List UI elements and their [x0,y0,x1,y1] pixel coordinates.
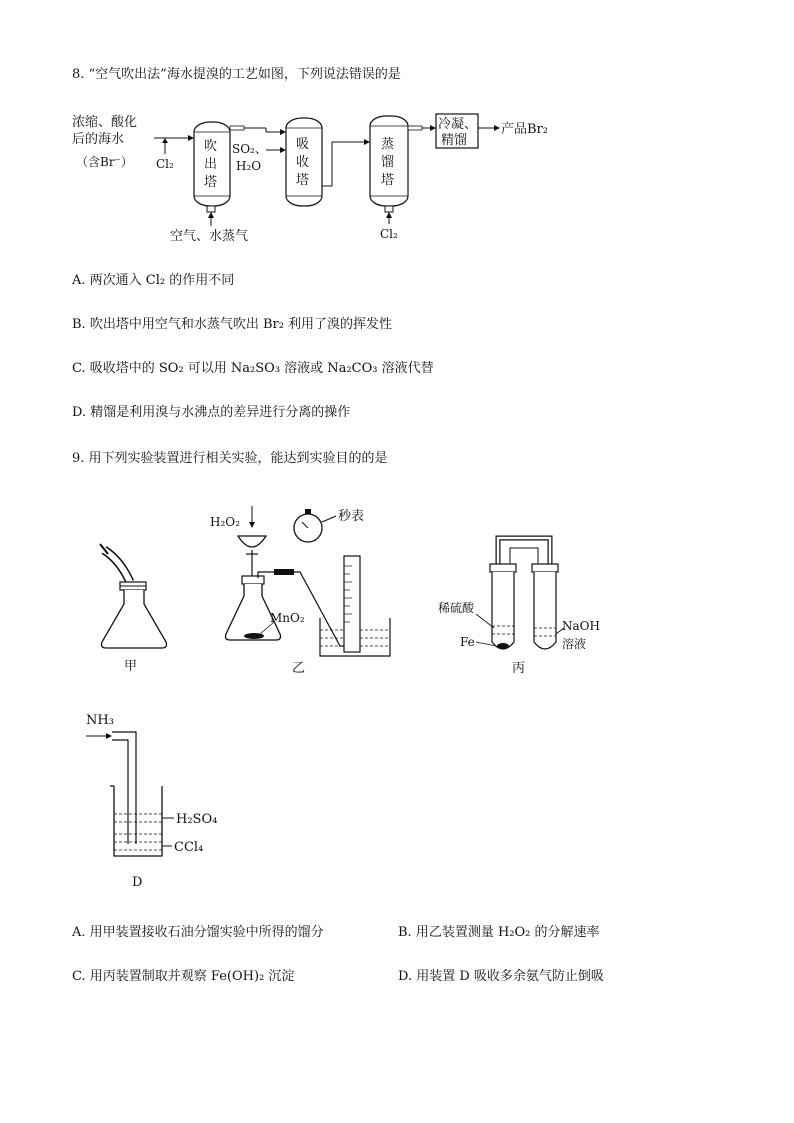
feed-arrowhead [188,135,194,141]
question-9-stem: 9. 用下列实验装置进行相关实验，能达到实验目的的是 [72,451,388,466]
tower1-char-1: 吹 [204,139,218,154]
naoh-label-2: 溶液 [562,637,587,651]
cl2-bottom-label: Cl₂ [380,227,398,241]
label-jia: 甲 [124,659,138,674]
question-8-stem: 8. “空气吹出法”海水提溴的工艺如图，下列说法错误的是 [72,67,401,82]
feed-label-2: 后的海水 [72,132,125,147]
cl2-in-label: Cl₂ [156,157,174,171]
label-yi: 乙 [292,661,306,676]
box-label-2: 精馏 [441,133,468,148]
measuring-cylinder [344,556,360,652]
bromine-process-diagram [70,108,570,248]
tower1-char-2: 出 [204,157,218,172]
product-label: 产品Br₂ [501,122,548,137]
h2o2-label: H₂O₂ [210,515,240,529]
q8-option-d: D. 精馏是利用溴与水沸点的差异进行分离的操作 [72,405,351,420]
apparatus-jia [90,530,180,680]
q8-option-c: C. 吸收塔中的 SO₂ 可以用 Na₂SO₃ 溶液或 Na₂CO₃ 溶液代替 [72,361,434,376]
q9-option-b: B. 用乙装置测量 H₂O₂ 的分解速率 [398,925,600,940]
stopwatch-label: 秒表 [338,509,365,524]
nh3-label: NH₃ [86,713,114,728]
naoh-label-1: NaOH [562,619,600,633]
iron-pieces [497,643,509,649]
apparatus-bing [430,530,610,680]
feed-label-3: （含Br⁻） [76,155,133,169]
conical-flask [102,590,167,648]
beaker [114,786,162,856]
ccl4-label: CCl₄ [174,840,204,855]
tower2-char-3: 塔 [296,173,310,188]
h2o-label: H₂O [236,159,262,173]
air-steam-label: 空气、水蒸气 [170,229,249,244]
q9-option-d: D. 用装置 D 吸收多余氨气防止倒吸 [398,969,604,984]
box-label-1: 冷凝、 [438,117,478,132]
dilute-acid-label: 稀硫酸 [438,601,475,615]
test-tube-1 [492,572,514,649]
fe-label: Fe [460,635,475,649]
q8-option-a: A. 两次通入 Cl₂ 的作用不同 [72,273,235,288]
tower3-char-3: 塔 [381,173,395,188]
inlet-tube [112,732,136,844]
tower2-char-1: 吸 [296,137,310,152]
q9-option-c: C. 用丙装置制取并观察 Fe(OH)₂ 沉淀 [72,969,295,984]
tower3-char-1: 蒸 [381,137,395,152]
label-bing: 丙 [512,661,526,676]
test-tube-2 [534,572,556,649]
so2-label: SO₂、 [232,142,267,156]
apparatus-d [82,700,262,895]
q9-option-a: A. 用甲装置接收石油分馏实验中所得的馏分 [72,925,324,940]
label-d: D [132,875,143,890]
feed-label-1: 浓缩、酸化 [72,115,138,130]
tower2-char-2: 收 [296,155,310,170]
mno2-label: MnO₂ [270,611,305,625]
apparatus-yi [200,500,400,680]
tower3-char-2: 馏 [381,155,395,170]
h2so4-label: H₂SO₄ [176,812,218,827]
dropping-funnel [238,536,266,547]
tower1-char-3: 塔 [204,175,218,190]
q8-option-b: B. 吹出塔中用空气和水蒸气吹出 Br₂ 利用了溴的挥发性 [72,317,393,332]
mno2-solid [244,633,264,639]
